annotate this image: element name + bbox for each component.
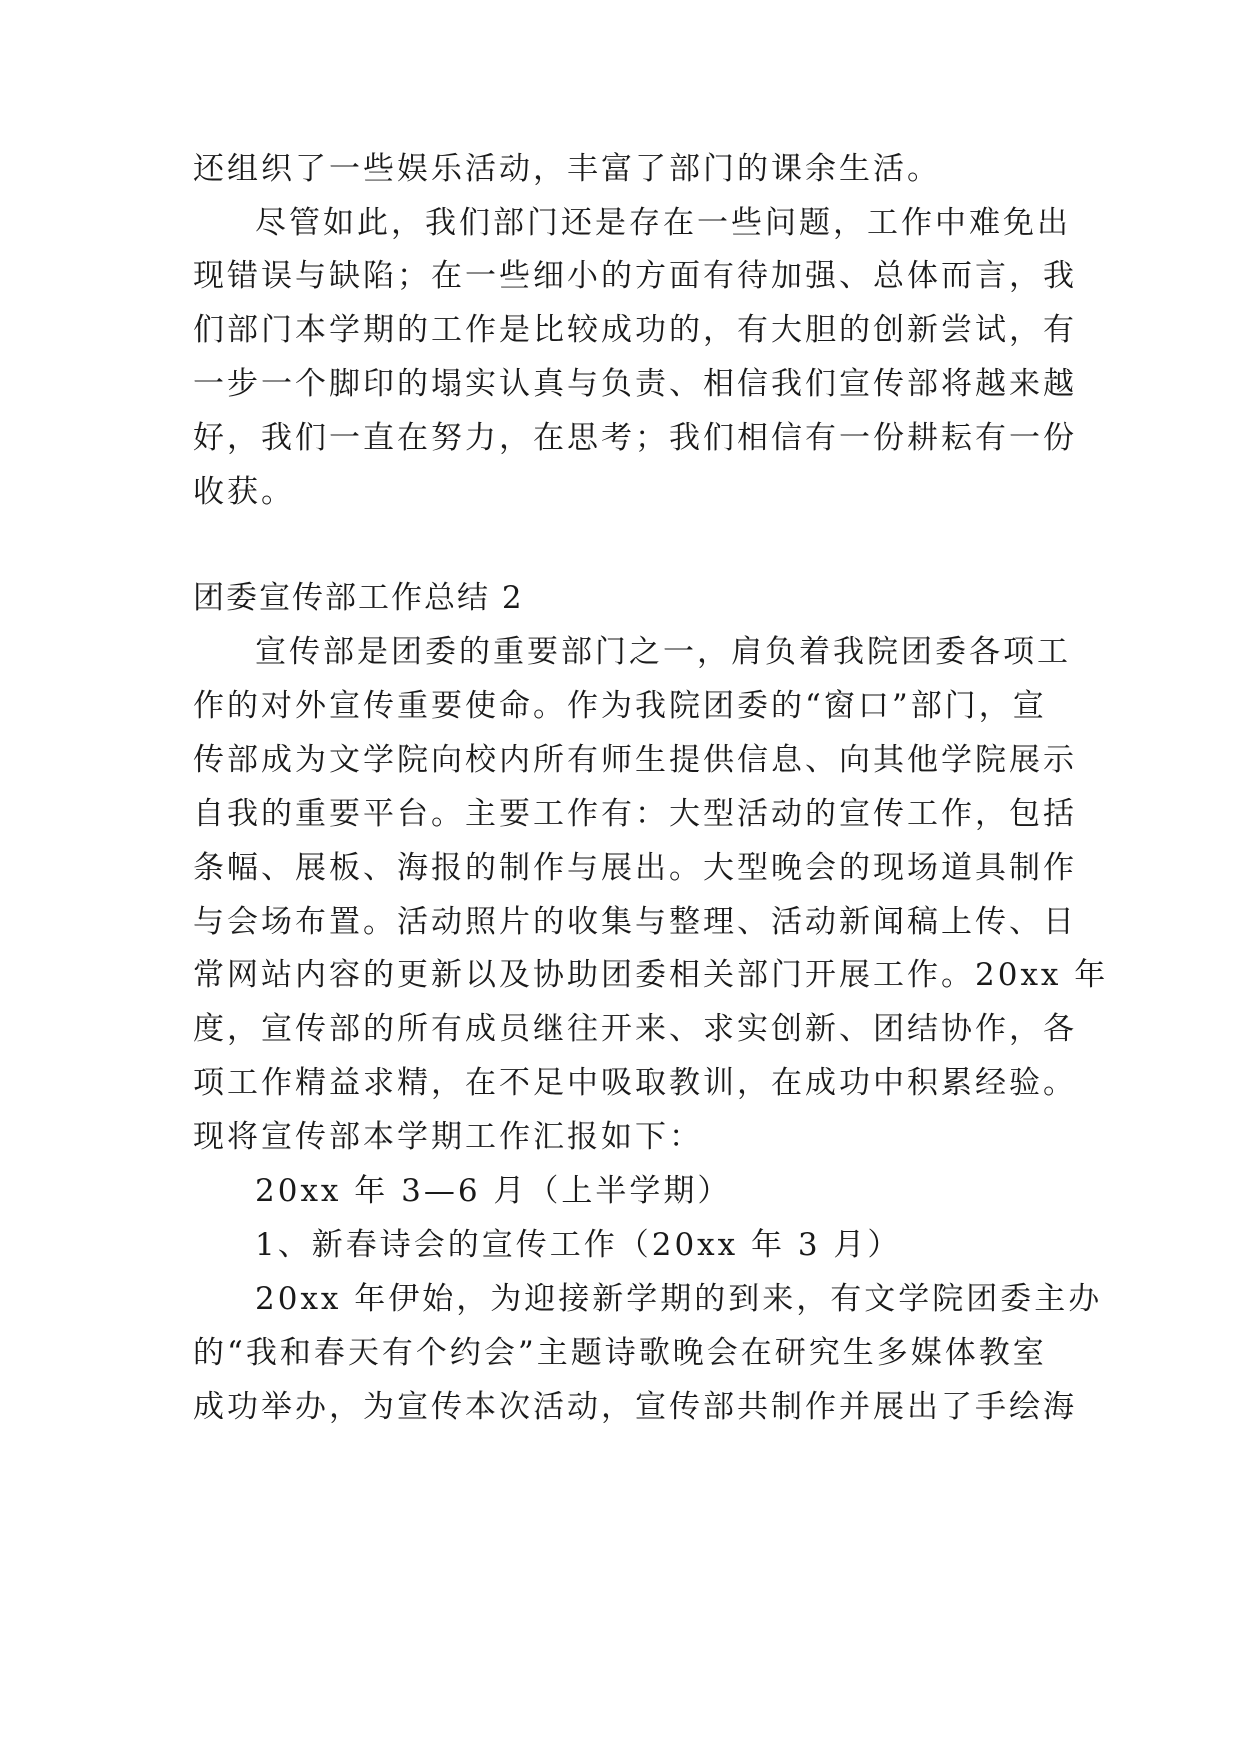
text-line: 常网站内容的更新以及协助团委相关部门开展工作。20xx 年 [193, 957, 1109, 993]
text-line: 作的对外宣传重要使命。作为我院团委的“窗口”部门，宣 [193, 688, 1047, 724]
text-line: 好，我们一直在努力，在思考；我们相信有一份耕耘有一份 [193, 420, 1077, 456]
text-line: 条幅、展板、海报的制作与展出。大型晚会的现场道具制作 [193, 850, 1077, 886]
text-line: 与会场布置。活动照片的收集与整理、活动新闻稿上传、日 [193, 904, 1077, 940]
text-line: 现将宣传部本学期工作汇报如下： [193, 1119, 703, 1155]
text-line: 还组织了一些娱乐活动，丰富了部门的课余生活。 [193, 151, 941, 187]
period-heading: 20xx 年 3—6 月（上半学期） [255, 1173, 732, 1209]
section-title: 团委宣传部工作总结 2 [193, 580, 524, 616]
text-line: 20xx 年伊始，为迎接新学期的到来，有文学院团委主办 [255, 1281, 1103, 1317]
text-line: 现错误与缺陷；在一些细小的方面有待加强、总体而言，我 [193, 258, 1077, 294]
text-line: 成功举办，为宣传本次活动，宣传部共制作并展出了手绘海 [193, 1389, 1077, 1425]
item-heading: 1、新春诗会的宣传工作（20xx 年 3 月） [255, 1227, 902, 1263]
text-line: 的“我和春天有个约会”主题诗歌晚会在研究生多媒体教室 [193, 1335, 1047, 1371]
text-line: 收获。 [193, 474, 295, 510]
text-line: 们部门本学期的工作是比较成功的，有大胆的创新尝试，有 [193, 312, 1077, 348]
text-line: 项工作精益求精，在不足中吸取教训，在成功中积累经验。 [193, 1065, 1077, 1101]
text-line: 宣传部是团委的重要部门之一，肩负着我院团委各项工 [255, 634, 1071, 670]
text-line: 传部成为文学院向校内所有师生提供信息、向其他学院展示 [193, 742, 1077, 778]
text-line: 一步一个脚印的塌实认真与负责、相信我们宣传部将越来越 [193, 366, 1077, 402]
text-line: 尽管如此，我们部门还是存在一些问题，工作中难免出 [255, 205, 1071, 241]
text-line: 自我的重要平台。主要工作有：大型活动的宣传工作，包括 [193, 796, 1077, 832]
text-line: 度，宣传部的所有成员继往开来、求实创新、团结协作，各 [193, 1011, 1077, 1047]
